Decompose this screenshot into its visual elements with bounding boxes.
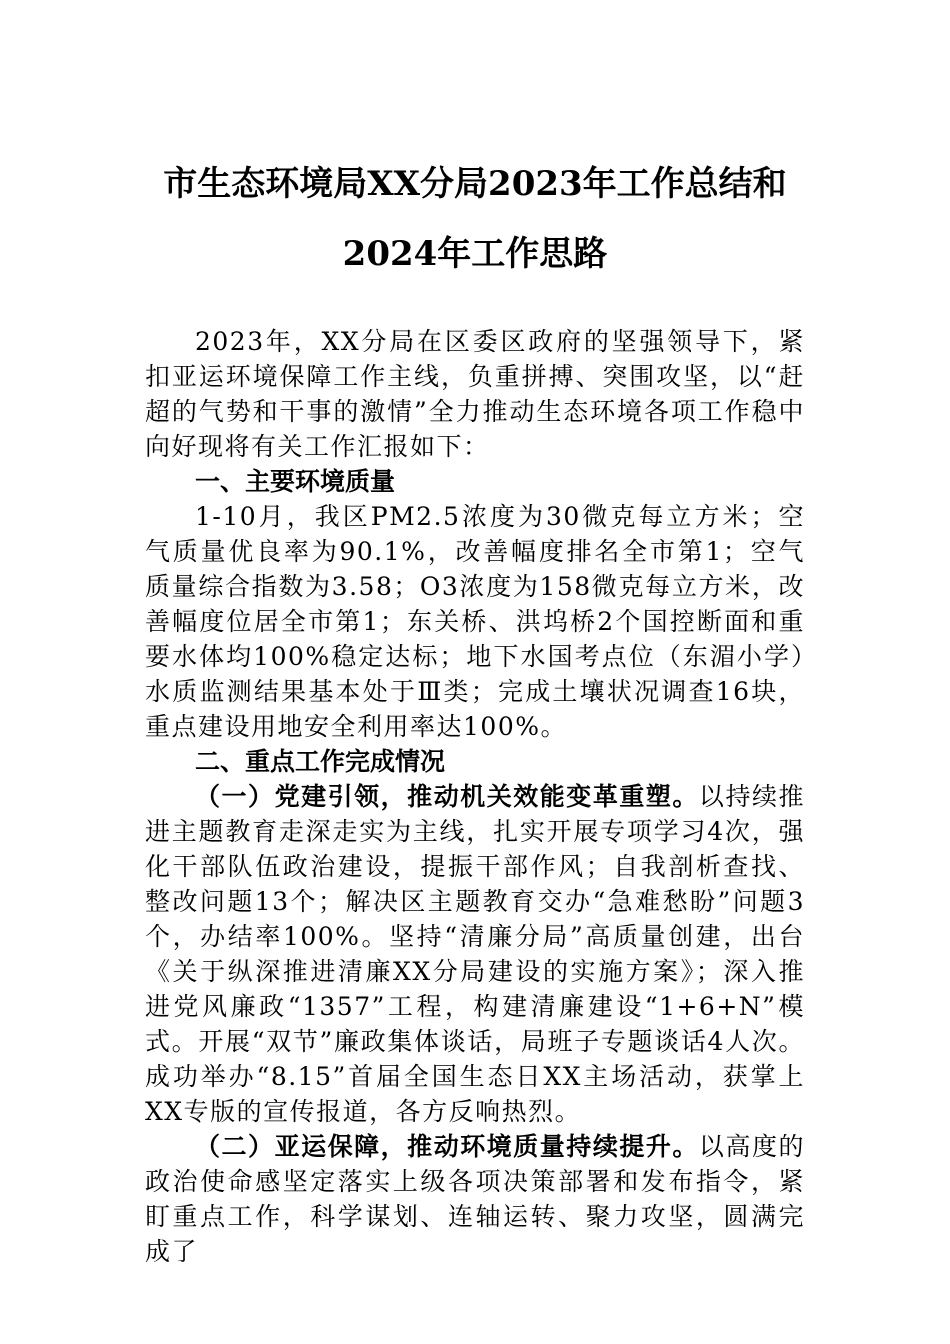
party-building-paragraph xyxy=(145,779,805,1129)
asian-games-text: 以高度的政治使命感坚定落实上级各项决策部署和发布指令，紧盯重点工作，科学谋划、连轴运转、聚力攻坚，圆满完成了 xyxy=(145,1132,805,1266)
party-building-lead: （一）党建引领，推动机关效能变革重塑。 xyxy=(195,782,699,811)
section-heading-environment-quality: 一、主要环境质量 xyxy=(195,467,396,496)
document-title-line-2: 2024年工作思路 xyxy=(342,234,608,274)
document-title-line-1: 市生态环境局XX分局2023年工作总结和 xyxy=(163,164,787,204)
environment-quality-paragraph: 1-10月，我区PM2.5浓度为30微克每立方米；空气质量优良率为90.1%，改善幅度排名全市第1；空气质量综合指数为3.58；O3浓度为158微克每立方米，改善幅度位居全市第1；东关桥、洪坞桥2个国控断面和重要水体均100%稳定达标；地下水国考点位（东湄小学）水质监测结果基本处于Ⅲ类；完成土壤状况调查16块，重点建设用地安全利用率达100%。 xyxy=(145,502,805,741)
section-heading-key-work: 二、重点工作完成情况 xyxy=(195,747,446,776)
intro-paragraph: 2023年，XX分局在区委区政府的坚强领导下，紧扣亚运环境保障工作主线，负重拼搏、突围攻坚，以“赶超的气势和干事的激情”全力推动生态环境各项工作稳中向好现将有关工作汇报如下： xyxy=(145,327,805,461)
party-building-text: 以持续推进主题教育走深走实为主线，扎实开展专项学习4次，强化干部队伍政治建设，提振干部作风；自我剖析查找、整改问题13个；解决区主题教育交办“急难愁盼”问题3个，办结率100%。坚持“清廉分局”高质量创建，出台《关于纵深推进清廉XX分局建设的实施方案》；深入推进党风廉政“1357”工程，构建清廉建设“1+6+N”模式。开展“双节”廉政集体谈话，局班子专题谈话4人次。成功举办“8.15”首届全国生态日XX主场活动，获掌上XX专版的宣传报道，各方反响热烈。 xyxy=(145,782,805,1126)
document-body xyxy=(145,324,805,1269)
asian-games-paragraph xyxy=(145,1129,805,1269)
asian-games-lead: （二）亚运保障，推动环境质量持续提升。 xyxy=(195,1132,699,1161)
